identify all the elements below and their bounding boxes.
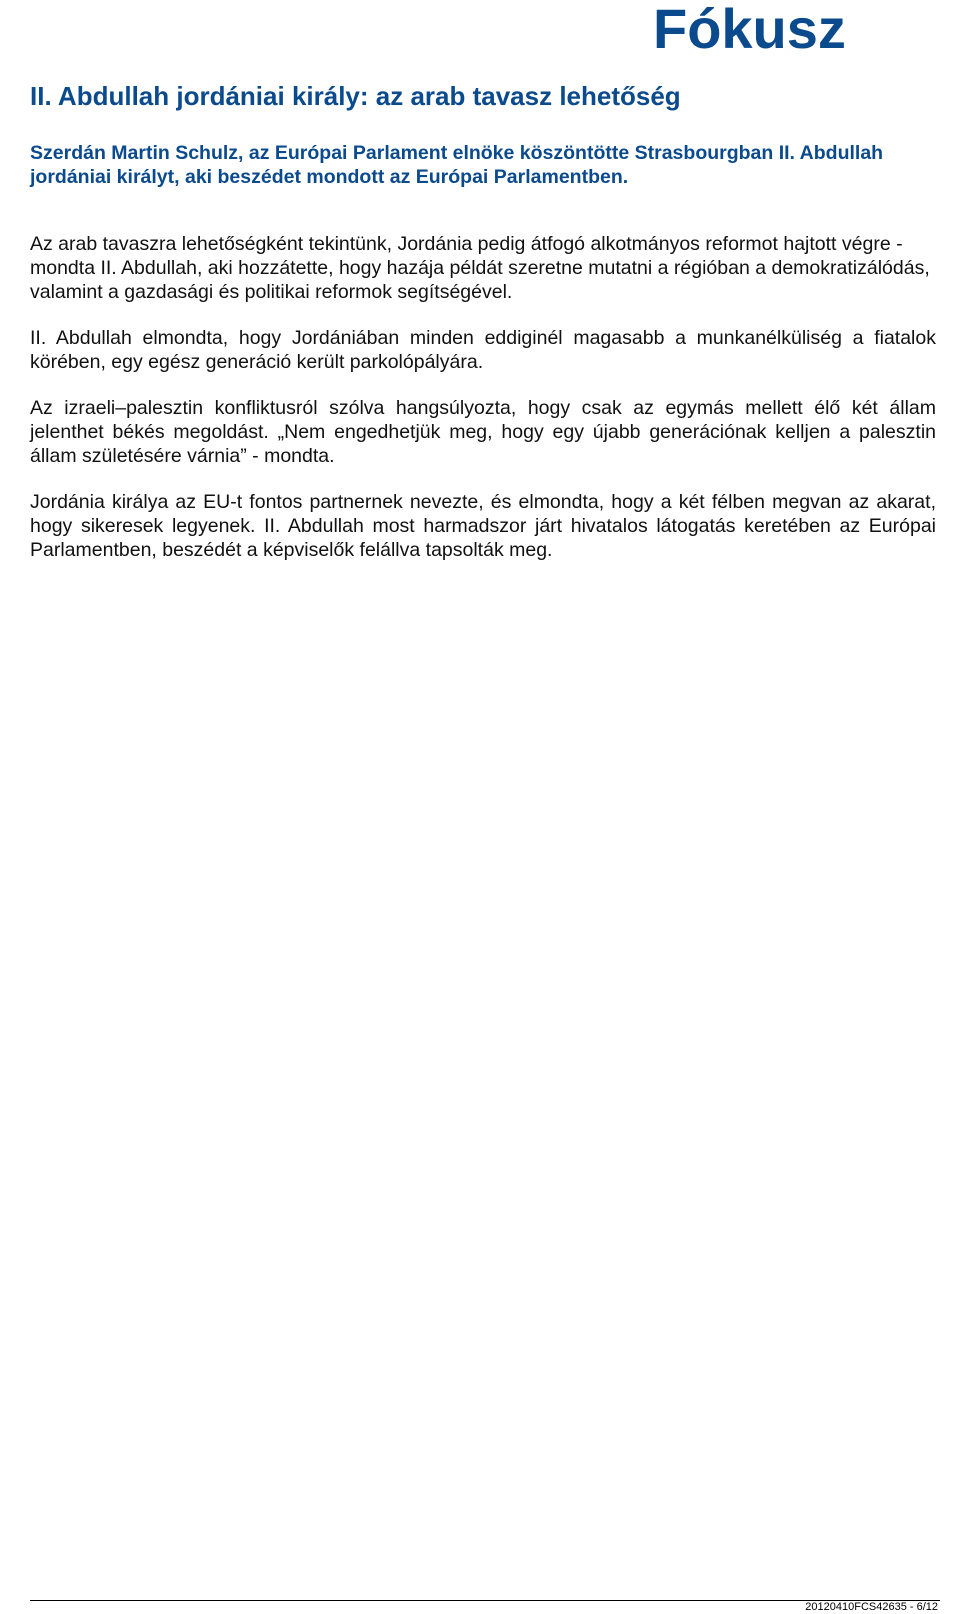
article-body bbox=[30, 232, 936, 584]
body-paragraph-3: Az izraeli–palesztin konfliktusról szólva hangsúlyozta, hogy csak az egymás mellett élő két állam jelenthet békés megoldást. „Nem engedhetjük meg, hogy egy újabb generációnak kelljen a palesztin állam születésére várnia” - mondta. bbox=[30, 397, 936, 467]
page-reference: 20120410FCS42635 - 6/12 bbox=[805, 1601, 938, 1613]
article-lead: Szerdán Martin Schulz, az Európai Parlament elnöke köszöntötte Strasbourgban II. Abdullah jordániai királyt, aki beszédet mondott az Európai Parlamentben. bbox=[30, 142, 884, 188]
body-paragraph-2: II. Abdullah elmondta, hogy Jordániában minden eddiginél magasabb a munkanélküliség a fiatalok körében, egy egész generáció került parkolópályára. bbox=[30, 327, 936, 373]
body-paragraph-4: Jordánia királya az EU-t fontos partnernek nevezte, és elmondta, hogy a két félben megvan az akarat, hogy sikeresek legyenek. II. Abdullah most harmadszor járt hivatalos látogatás keretében az Európai Parlamentben, beszédét a képviselők felállva tapsolták meg. bbox=[30, 491, 936, 561]
body-paragraph-1: Az arab tavaszra lehetőségként tekintünk, Jordánia pedig átfogó alkotmányos reformot hajtott végre - mondta II. Abdullah, aki hozzátette, hogy hazája példát szeretne mutatni a régióban a demokratizálódás, valamint a gazdasági és politikai reformok segítségével. bbox=[30, 233, 930, 303]
footer-divider bbox=[30, 1600, 940, 1601]
article-title: II. Abdullah jordániai király: az arab tavasz lehetőség bbox=[30, 81, 681, 111]
section-label: Fókusz bbox=[653, 0, 846, 60]
